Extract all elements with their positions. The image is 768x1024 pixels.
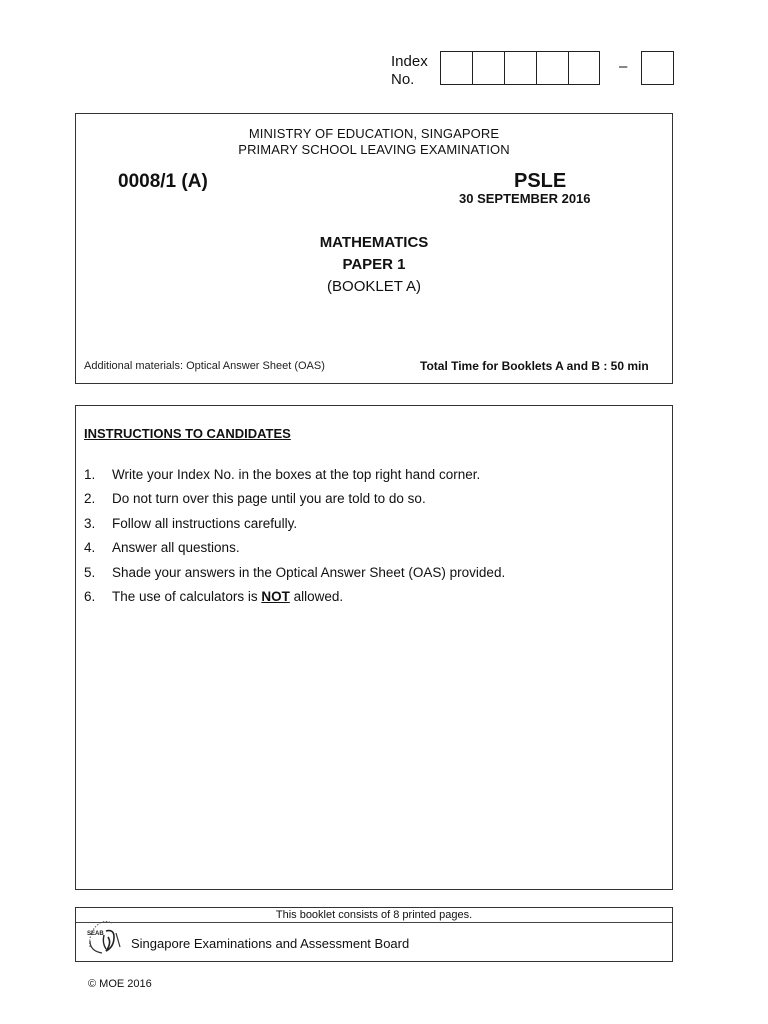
index-dash: – bbox=[619, 58, 628, 75]
instruction-text: Answer all questions. bbox=[112, 540, 240, 556]
instruction-text: Shade your answers in the Optical Answer Sheet (OAS) provided. bbox=[112, 564, 506, 580]
subject-block bbox=[75, 232, 673, 298]
instruction-item bbox=[84, 463, 654, 487]
psle-title: PSLE bbox=[514, 170, 567, 192]
instruction-text: Write your Index No. in the boxes at the top right hand corner. bbox=[112, 467, 481, 482]
index-no-label bbox=[391, 53, 428, 89]
instruction-item bbox=[84, 585, 654, 609]
index-digit-box-2[interactable] bbox=[472, 51, 504, 85]
instructions-heading: INSTRUCTIONS TO CANDIDATES bbox=[84, 426, 291, 441]
booklet-label: (BOOKLET A) bbox=[327, 278, 421, 295]
instruction-number: 1. bbox=[84, 467, 96, 482]
instruction-text: Follow all instructions carefully. bbox=[112, 515, 298, 531]
index-class-box[interactable] bbox=[641, 51, 674, 85]
additional-materials: Additional materials: Optical Answer Sheet (OAS) bbox=[84, 360, 325, 372]
total-time: Total Time for Booklets A and B : 50 min bbox=[420, 359, 649, 373]
seab-board-name: Singapore Examinations and Assessment Board bbox=[131, 936, 410, 951]
index-label-line1: Index bbox=[391, 53, 428, 70]
instruction-number: 3. bbox=[84, 515, 96, 531]
copyright-notice: © MOE 2016 bbox=[88, 978, 152, 990]
paper-number: PAPER 1 bbox=[342, 256, 406, 273]
instruction-number: 6. bbox=[84, 589, 96, 605]
instruction-text bbox=[112, 585, 654, 609]
instruction-number: 2. bbox=[84, 491, 96, 507]
exam-date: 30 SEPTEMBER 2016 bbox=[459, 191, 591, 206]
instruction-text-after: allowed. bbox=[289, 589, 344, 605]
instruction-number: 4. bbox=[84, 540, 96, 556]
ministry-heading bbox=[75, 126, 673, 158]
instruction-item bbox=[84, 536, 654, 560]
instruction-text-before: The use of calculators is bbox=[112, 589, 262, 605]
seab-logo-text: SEAB bbox=[87, 931, 104, 937]
instructions-list bbox=[84, 463, 654, 609]
index-digit-box-5[interactable] bbox=[568, 51, 600, 85]
instruction-item bbox=[84, 512, 654, 536]
paper-code: 0008/1 (A) bbox=[118, 171, 208, 192]
instruction-number: 5. bbox=[84, 564, 96, 580]
index-no-boxes bbox=[440, 51, 600, 85]
subject-title: MATHEMATICS bbox=[319, 234, 429, 251]
seab-logo-icon bbox=[84, 917, 128, 957]
index-digit-box-1[interactable] bbox=[440, 51, 472, 85]
index-digit-box-3[interactable] bbox=[504, 51, 536, 85]
ministry-name: MINISTRY OF EDUCATION, SINGAPORE bbox=[248, 126, 500, 141]
index-label-line2: No. bbox=[391, 71, 415, 88]
index-digit-box-4[interactable] bbox=[536, 51, 568, 85]
exam-name: PRIMARY SCHOOL LEAVING EXAMINATION bbox=[238, 142, 510, 157]
instruction-emphasis-not: NOT bbox=[261, 589, 290, 605]
printed-pages-note: This booklet consists of 8 printed pages. bbox=[275, 909, 473, 921]
instruction-text: Do not turn over this page until you are told to do so. bbox=[112, 491, 426, 507]
instruction-item bbox=[84, 561, 654, 585]
instruction-item bbox=[84, 487, 654, 511]
